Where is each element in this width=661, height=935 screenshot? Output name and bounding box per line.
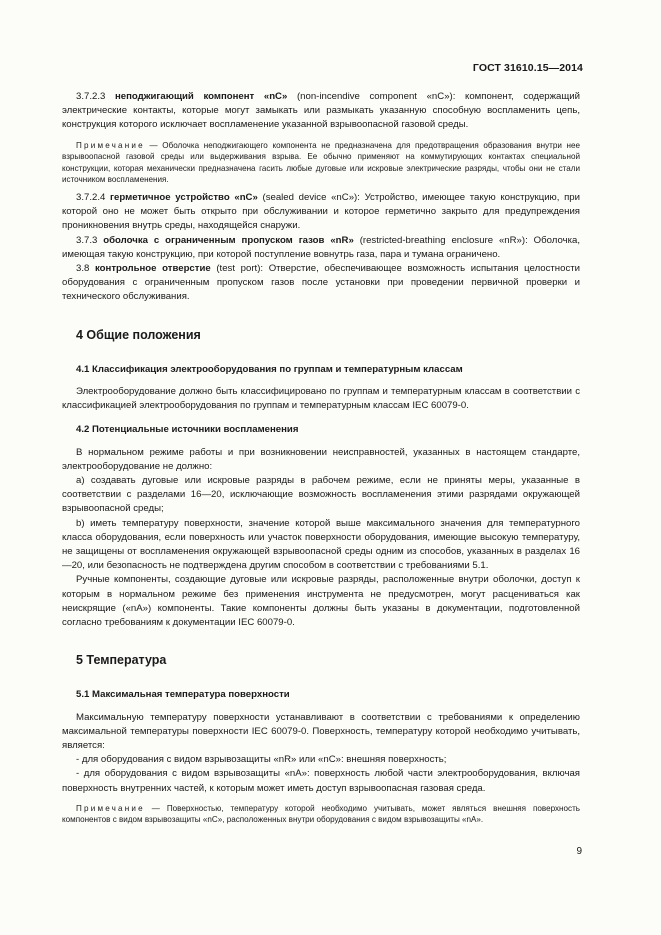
definition-3-7-3 <box>62 234 580 262</box>
dash-item-1: - для оборудования с видом взрывозащиты «nR» или «nC»: внешняя поверхность; <box>76 754 447 766</box>
clause-number: 3.7.2.3 <box>76 91 106 102</box>
term: неподжигающий компонент «nC» <box>114 91 288 102</box>
term: оболочка с ограниченным пропуском газов «nR» <box>103 234 354 246</box>
section-heading-5: 5 Температура <box>76 653 167 668</box>
document-body <box>62 90 580 831</box>
term: герметичное устройство «nC» <box>110 191 258 203</box>
paragraph-4-2-manual: Ручные компоненты, создающие дуговые или искровые разряды, расположенные внутри оболочки, доступ к которым в нормальном режиме без применения инструмента не предусмотрен, могут расцениваться как неискрящие («nA») компоненты. Такие компоненты должны быть указаны в документации, подготовленной согласно требованиям к документации IEC 60079-0. <box>62 574 580 629</box>
definition-3-8 <box>62 262 580 305</box>
note-label: Примечание <box>76 803 145 813</box>
clause-number: 3.8 <box>76 263 90 274</box>
note-text: — Оболочка неподжигающего компонента не предназначена для предотвращения образования внутри нее взрывоопасной газовой среды или выдерживания взрыва. Ее обычно применяют на коммутирующих контактах специальной конструкции, которая механически предназначена гасить любые дуговые или искровые электрические разряды, чтобы они не стали источником воспламенения. <box>62 140 580 185</box>
subsection-heading-4-2: 4.2 Потенциальные источники воспламенения <box>76 424 299 436</box>
dash-item-2: - для оборудования с видом взрывозащиты «nA»: поверхность любой части электрооборудования, включая поверхность внутренних частей, к которым может иметь доступ взрывоопасная газовая среда. <box>62 768 580 794</box>
term: контрольное отверстие <box>95 263 211 274</box>
note-text: — Поверхностью, температуру которой необходимо учитывать, может являться внешняя поверхность компонентов с видом взрывозащиты «nC», расположенных внутри оборудования с видом взрывозащиты «nA». <box>62 803 580 825</box>
note-label: Примечание <box>76 140 145 150</box>
definition-text: (restricted-breathing enclosure «nR»): Оболочка, имеющая такую конструкцию, при которой поступление вовнутрь газа, пара и тумана ограничено. <box>62 234 580 260</box>
subsection-heading-5-1: 5.1 Максимальная температура поверхности <box>76 689 290 701</box>
definition-text: (non-incendive component «nC»): компонент, содержащий электрические контакты, которые могут замыкать или размыкать указанную способную воспламенить цепь, конструкция которого исключает воспламенение указанной взрывоопасной газовой среды. <box>62 91 580 131</box>
definition-text: (sealed device «nC»): Устройство, имеющее такую конструкцию, при которой оно не может быть открыто при обслуживании и которое герметично закрыто для предупреждения проникновения внутрь среды, находящейся снаружи. <box>62 191 580 232</box>
definition-3-7-2-4 <box>62 191 580 234</box>
subsection-heading-4-1: 4.1 Классификация электрооборудования по группам и температурным классам <box>76 363 463 375</box>
paragraph-4-2-intro: В нормальном режиме работы и при возникновении неисправностей, указанных в настоящем стандарте, электрооборудование не должно: <box>62 446 580 472</box>
paragraph-5-1: Максимальную температуру поверхности устанавливают в соответствии с требованиями к определению максимальной температуры поверхности IEC 60079-0. Поверхность, температуру которой необходимо учитывать, является: <box>62 711 580 752</box>
page-number: 9 <box>576 846 582 857</box>
definition-3-7-2-3 <box>62 90 580 133</box>
note-2 <box>62 803 580 826</box>
paragraph-4-1: Электрооборудование должно быть классифицировано по группам и температурным классам в соответствии с классификацией электрооборудования по группам и температурным классам IEC 60079-0. <box>62 386 580 412</box>
clause-number: 3.7.3 <box>76 234 98 246</box>
clause-number: 3.7.2.4 <box>76 191 106 203</box>
section-heading-4: 4 Общие положения <box>76 327 201 342</box>
definition-text: (test port): Отверстие, обеспечивающее возможность испытания целостности оборудования с ограниченным пропуском газов после установки при проведении первичной проверки и технического обслуживания. <box>62 263 580 303</box>
document-header: ГОСТ 31610.15—2014 <box>472 62 583 74</box>
list-item-a: a) создавать дуговые или искровые разряды в рабочем режиме, если не приняты меры, указанные в соответствии с разделами 16—20, исключающие возможность воспламенения этими разрядами окружающей взрывоопасной среды; <box>62 475 580 515</box>
note-1 <box>62 140 580 186</box>
list-item-b: b) иметь температуру поверхности, значение которой выше максимального значения для температурного класса оборудования, если поверхность или участок поверхности оборудования, имеющие высокую температуру, не защищены от воспламенения окружающей взрывоопасной среды одним из способов, указанных в разделах 16—20, или безопасность не подтверждена другим способом в соответствии с требованиями 5.1. <box>62 517 580 572</box>
